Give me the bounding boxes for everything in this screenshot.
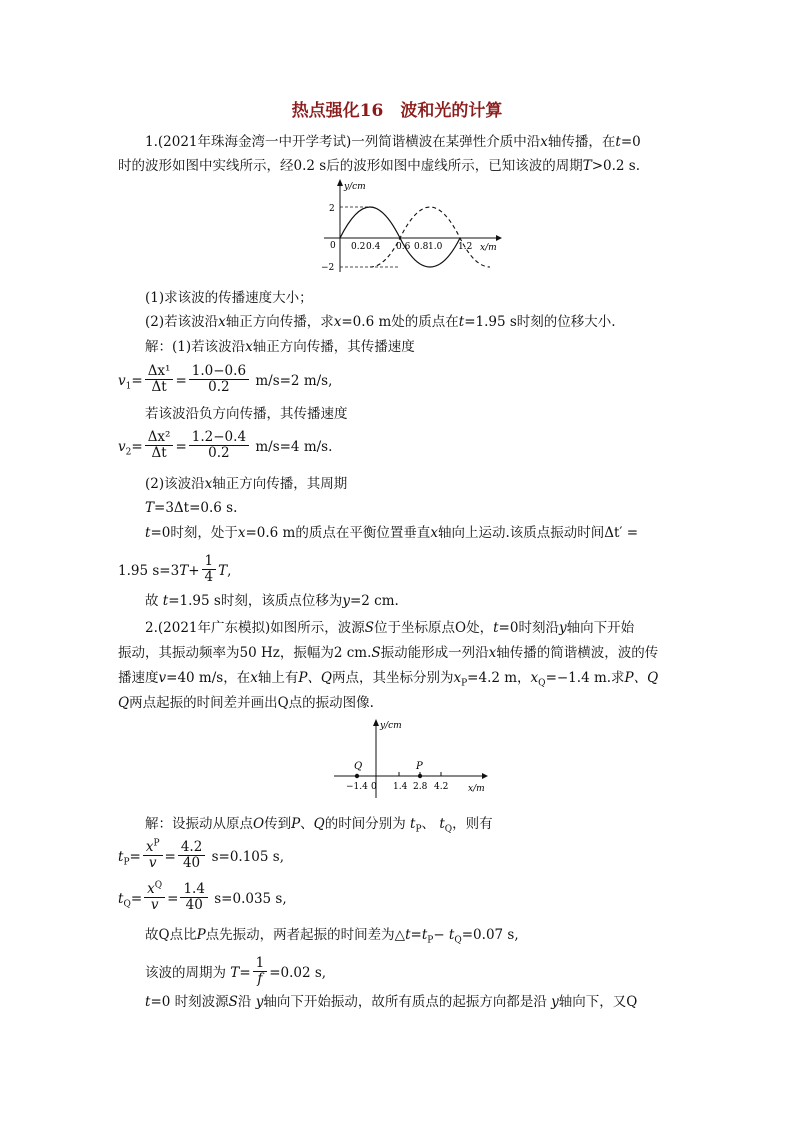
q2-y-label: y/cm [380, 721, 402, 731]
q2-x-label: x/m [468, 784, 485, 794]
q2-solution-1: 解：设振动从原点O传到P、Q的时间分别为 $t_P$、 $t_Q$，则有 [145, 816, 493, 835]
q1-origin-label: 0 [330, 241, 336, 251]
q1-tick-5: 1.2 [458, 242, 473, 252]
q1-solution-3: (2)该波沿x轴正方向传播，其周期 [145, 476, 348, 492]
q2-axis-figure [330, 716, 490, 800]
q2-solution-5: 该波的周期为 T= $\frac{1}{f}$ =0.02 s, [145, 955, 327, 987]
q1-part-1: (1)求该波的传播速度大小； [145, 290, 313, 306]
q2-tick-1: 0 [371, 782, 377, 792]
q2-solution-4: 故Q点比P点先振动，两者起振的时间差为$\triangle t=t_P- t_Q=0.07$ s, [145, 927, 519, 946]
q1-x-ticks [351, 242, 472, 252]
q1-eq-v2: $v_2=$ $\frac{\text{Δx²}}{\Delta t}$ = $\frac{1.2-0.4}{0.2}$ m/s=4 m/s. [118, 429, 333, 461]
q2-line-3: 播速度v=40 m/s，在x轴上有P、Q两点，其坐标分别为$x_P=4.2$ m，$x_Q=-1.4$ m.求P、Q [118, 670, 659, 689]
q1-eq-v1: $v_1=$ $\frac{\text{Δx¹}}{\Delta t}$ = $\frac{1.0-0.6}{0.2}$ m/s=2 m/s, [118, 363, 333, 395]
q2-eq-tq: $t_Q=$ $\frac{x^Q}{v}$ = $\frac{1.4}{40}$ s=0.035 s, [118, 880, 287, 913]
q2-tick-4: 4.2 [434, 782, 449, 792]
q1-solution-2: 若该波沿负方向传播，其传播速度 [145, 406, 348, 422]
q2-line-1: 2.(2021年广东模拟)如图所示，波源S位于坐标原点O处，t=0时刻沿y轴向下开始 [145, 620, 635, 636]
q1-tick-2: 0.6 [396, 242, 411, 252]
q2-point-q [355, 774, 359, 778]
q2-solution-6: t=0 时刻波源S沿 y轴向下开始振动，故所有质点的起振方向都是沿 y轴向下，又Q [145, 994, 638, 1010]
q1-wave-figure [318, 178, 503, 274]
q1-solution-1: 解：(1)若该波沿x轴正方向传播，其传播速度 [145, 339, 415, 355]
q2-eq-tp: $t_P=$ $\frac{x^P}{v}$ = $\frac{4.2}{40}$ s=0.105 s, [118, 838, 284, 871]
q1-solution-6: 1.95 s=3T+ $\frac{1}{4}$ T, [118, 553, 232, 585]
q2-tick-3: 2.8 [413, 782, 428, 792]
q1-tick-1: 0.4 [366, 242, 381, 252]
q2-tick-2: 1.4 [393, 782, 408, 792]
q1-line-2: 时的波形如图中实线所示，经0.2 s后的波形如图中虚线所示，已知该波的周期T>0.2 s. [118, 158, 641, 174]
q1-y-label: y/cm [344, 182, 366, 192]
q1-tick-4: 1.0 [428, 242, 443, 252]
q2-line-4: Q两点起振的时间差并画出Q点的振动图像. [118, 695, 374, 711]
q1-solution-4: T=3Δt=0.6 s. [145, 500, 238, 516]
q1-y-neg-label: −2 [321, 263, 335, 273]
q2-q-label: Q [354, 761, 363, 772]
q2-line-2: 振动，其振动频率为50 Hz，振幅为2 cm.S振动能形成一列沿x轴传播的简谐横波，波的传 [118, 645, 659, 661]
q2-p-label: P [416, 761, 423, 772]
q1-x-label: x/m [480, 243, 497, 253]
page-title: 热点强化16 波和光的计算 [291, 101, 503, 121]
q2-tick-0: −1.4 [346, 782, 368, 792]
q1-y-pos-label: 2 [329, 204, 335, 214]
q1-part-2: (2)若该波沿x轴正方向传播，求x=0.6 m处的质点在t=1.95 s时刻的位移大小. [145, 314, 616, 330]
q1-tick-3: 0.8 [414, 242, 429, 252]
q1-line-1: 1.(2021年珠海金湾一中开学考试)一列简谐横波在某弹性介质中沿x轴传播，在t=0 [145, 134, 641, 150]
q2-x-ticks [346, 782, 448, 792]
q1-tick-0: 0.2 [351, 242, 366, 252]
q1-solution-5: t=0时刻，处于x=0.6 m的质点在平衡位置垂直x轴向上运动.该质点振动时间Δt′ = [145, 525, 639, 541]
q1-solution-7: 故 t=1.95 s时刻，该质点位移为y=2 cm. [145, 593, 399, 609]
q1-dashed-wave [370, 207, 490, 267]
